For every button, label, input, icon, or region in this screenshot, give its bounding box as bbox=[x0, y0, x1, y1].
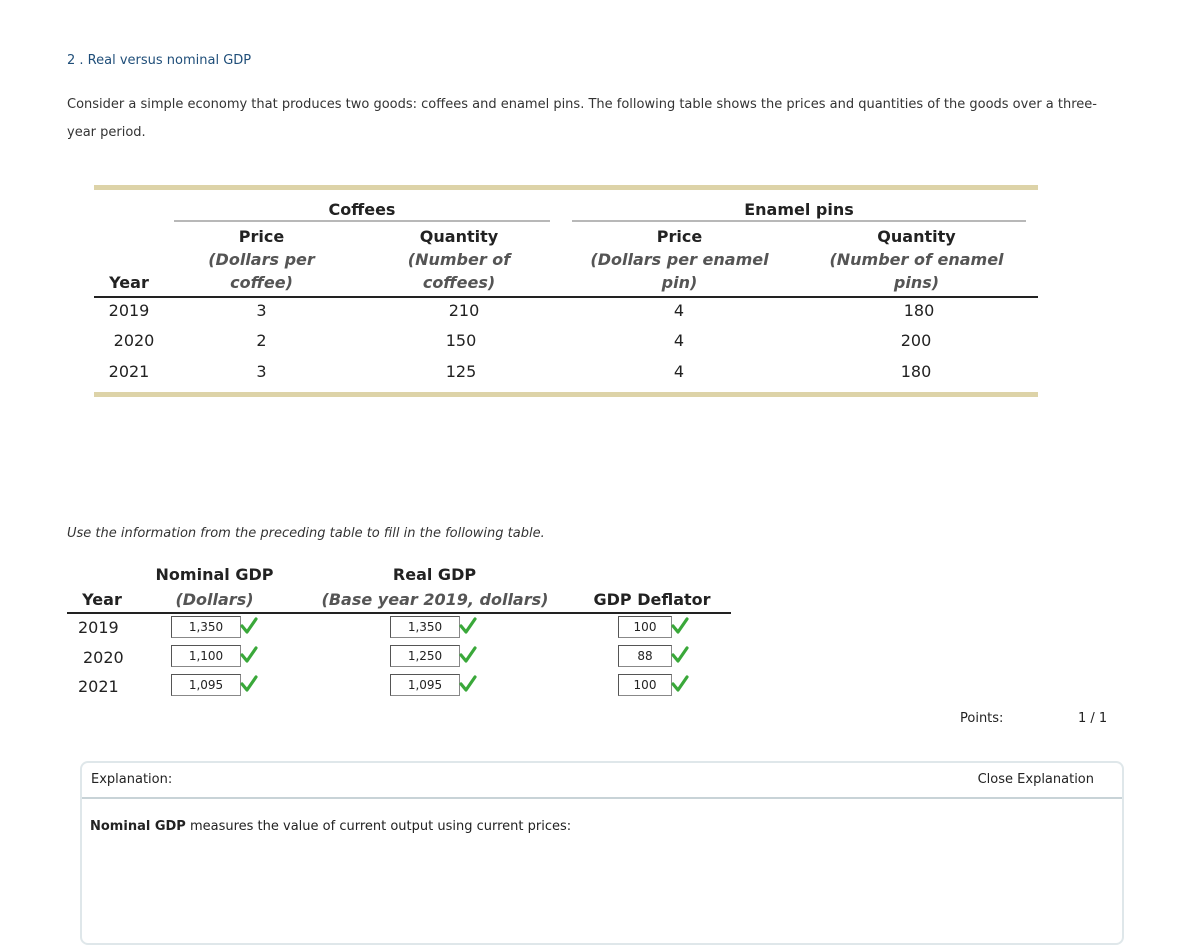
table-top-border bbox=[94, 185, 1038, 190]
col-unit-real-gdp: (Base year 2019, dollars) bbox=[321, 590, 549, 609]
cell-value: 2 bbox=[256, 331, 267, 350]
cell-year: 2019 bbox=[78, 618, 119, 637]
col-unit-nominal-gdp: (Dollars) bbox=[175, 590, 254, 609]
col-unit: (Dollars per coffee) bbox=[208, 250, 315, 292]
group-coffees-underline bbox=[174, 220, 550, 222]
explanation-panel bbox=[80, 761, 1124, 945]
real-gdp-input[interactable]: 1,095 bbox=[390, 674, 460, 696]
col-header-coffee-quantity bbox=[384, 225, 534, 294]
header-rule bbox=[67, 612, 731, 614]
col-title: Price bbox=[656, 227, 703, 246]
real-gdp-input[interactable]: 1,350 bbox=[390, 616, 460, 638]
explanation-label: Explanation: bbox=[91, 772, 173, 787]
cell-value: 150 bbox=[445, 331, 477, 350]
gdp-deflator-input[interactable]: 100 bbox=[618, 616, 672, 638]
col-header-pin-quantity bbox=[809, 225, 1024, 294]
col-title: Quantity bbox=[877, 227, 956, 246]
nominal-gdp-input[interactable]: 1,095 bbox=[171, 674, 241, 696]
checkmark-icon bbox=[240, 675, 258, 693]
cell-year: 2019 bbox=[108, 301, 150, 320]
cell-year: 2020 bbox=[113, 331, 155, 350]
explanation-term: Nominal GDP bbox=[90, 819, 186, 834]
checkmark-icon bbox=[459, 675, 477, 693]
col-header-pin-price bbox=[572, 225, 787, 294]
group-enamel-pins: Enamel pins bbox=[744, 200, 854, 219]
col-header-real-gdp: Real GDP bbox=[392, 565, 477, 584]
checkmark-icon bbox=[240, 617, 258, 635]
cell-year: 2021 bbox=[108, 362, 150, 381]
checkmark-icon bbox=[240, 646, 258, 664]
checkmark-icon bbox=[671, 617, 689, 635]
cell-year: 2020 bbox=[83, 648, 124, 667]
header-rule bbox=[94, 296, 1038, 298]
col-unit: (Number of coffees) bbox=[407, 250, 511, 292]
group-enamel-pins-underline bbox=[572, 220, 1026, 222]
cell-value: 4 bbox=[673, 301, 685, 320]
cell-value: 180 bbox=[903, 301, 935, 320]
explanation-header bbox=[82, 763, 1122, 799]
cell-year: 2021 bbox=[78, 677, 119, 696]
table-bottom-border bbox=[94, 392, 1038, 397]
group-coffees: Coffees bbox=[328, 200, 396, 219]
col-header-coffee-price bbox=[184, 225, 339, 294]
cell-value: 4 bbox=[673, 331, 685, 350]
checkmark-icon bbox=[671, 675, 689, 693]
cell-value: 125 bbox=[445, 362, 477, 381]
points-label: Points: bbox=[960, 711, 1004, 726]
col-header-year: Year bbox=[109, 273, 149, 292]
col-header-nominal-gdp: Nominal GDP bbox=[155, 565, 274, 584]
goods-table bbox=[94, 185, 1038, 398]
gdp-table bbox=[67, 563, 737, 708]
cell-value: 3 bbox=[256, 362, 267, 381]
checkmark-icon bbox=[671, 646, 689, 664]
explanation-body bbox=[90, 819, 571, 834]
cell-value: 180 bbox=[900, 362, 932, 381]
question-intro: Consider a simple economy that produces two goods: coffees and enamel pins. The following table shows the prices and quantities of the goods over a three-year period. bbox=[67, 97, 1097, 140]
cell-value: 3 bbox=[256, 301, 267, 320]
col-title: Price bbox=[238, 227, 285, 246]
explanation-text: measures the value of current output using current prices: bbox=[185, 819, 572, 834]
checkmark-icon bbox=[459, 617, 477, 635]
col-header-year: Year bbox=[82, 590, 122, 609]
col-title: Quantity bbox=[419, 227, 499, 246]
nominal-gdp-input[interactable]: 1,350 bbox=[171, 616, 241, 638]
col-unit: (Dollars per enamel pin) bbox=[590, 250, 769, 292]
points-value: 1 / 1 bbox=[1078, 711, 1108, 726]
nominal-gdp-input[interactable]: 1,100 bbox=[171, 645, 241, 667]
col-header-gdp-deflator: GDP Deflator bbox=[593, 590, 711, 609]
gdp-deflator-input[interactable]: 88 bbox=[618, 645, 672, 667]
question-title: 2 . Real versus nominal GDP bbox=[67, 53, 252, 68]
col-unit: (Number of enamel pins) bbox=[829, 250, 1004, 292]
cell-value: 210 bbox=[448, 301, 480, 320]
close-explanation-link[interactable]: Close Explanation bbox=[977, 772, 1094, 787]
gdp-deflator-input[interactable]: 100 bbox=[618, 674, 672, 696]
real-gdp-input[interactable]: 1,250 bbox=[390, 645, 460, 667]
cell-value: 200 bbox=[900, 331, 932, 350]
cell-value: 4 bbox=[673, 362, 685, 381]
checkmark-icon bbox=[459, 646, 477, 664]
instruction-text: Use the information from the preceding table to fill in the following table. bbox=[67, 526, 545, 541]
